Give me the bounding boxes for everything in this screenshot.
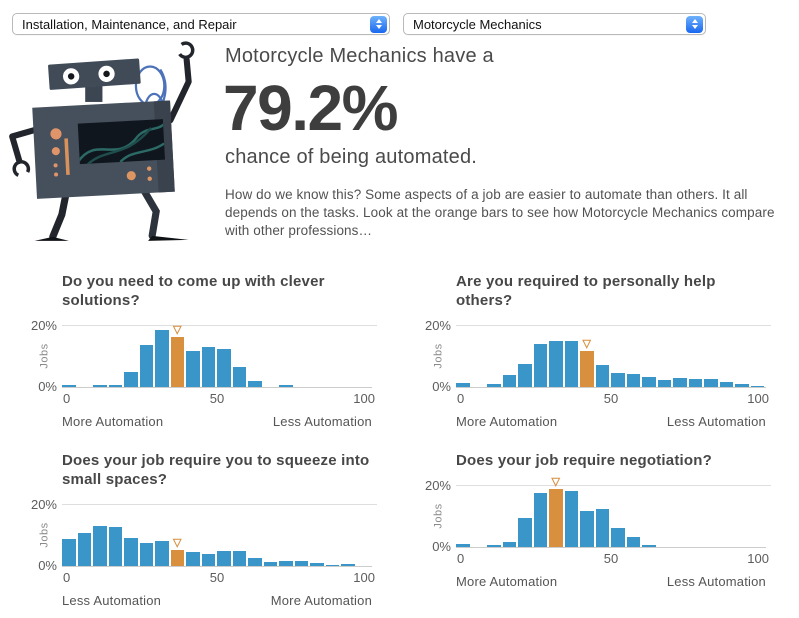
y-axis-label: Jobs (38, 522, 51, 548)
histogram-bar (720, 382, 734, 387)
x-axis-right-label: Less Automation (666, 414, 766, 430)
histogram-bar (704, 379, 718, 387)
x-tick-0: 0 (457, 551, 465, 567)
histogram-bar (109, 385, 123, 387)
histogram-plot (62, 504, 375, 609)
histogram-bar (248, 558, 262, 567)
histogram-bar (580, 351, 594, 387)
histogram-bar (78, 533, 92, 566)
hero-section (0, 37, 799, 250)
histogram-bar (565, 491, 579, 547)
histogram-bar (186, 552, 200, 566)
hero-heading-suffix: chance of being automated. (225, 146, 478, 168)
x-axis-left-label: More Automation (456, 414, 558, 430)
y-tick-0: 0% (432, 539, 451, 555)
histogram-bar (549, 341, 563, 388)
histogram-bar (518, 518, 532, 547)
chart-help-others (424, 272, 769, 430)
chart-clever-solutions (30, 272, 375, 430)
category-select[interactable] (12, 13, 390, 35)
x-tick-0: 0 (63, 391, 71, 407)
histogram-bar (611, 528, 625, 547)
histogram-bar (217, 551, 231, 566)
hero-heading-prefix: Motorcycle Mechanics have a (225, 45, 494, 67)
histogram-bar (751, 386, 765, 388)
select-stepper-icon (686, 16, 703, 33)
histogram-bar (456, 383, 470, 387)
histogram-bars (456, 325, 766, 388)
histogram-bar (503, 375, 517, 387)
histogram-bar (248, 381, 262, 388)
chart-title: Are you required to personally help others? (456, 273, 716, 310)
histogram-plot (456, 476, 769, 590)
y-axis (30, 497, 62, 574)
automation-percent: 79.2% (223, 72, 397, 144)
x-tick-100: 100 (353, 570, 375, 586)
x-tick-50: 50 (209, 391, 225, 407)
x-tick-100: 100 (747, 391, 769, 407)
histogram-bar (264, 562, 278, 566)
x-tick-0: 0 (63, 570, 71, 586)
highlight-marker-icon: ▽ (582, 338, 591, 351)
x-axis (62, 570, 375, 586)
y-axis (30, 318, 62, 395)
histogram-bar (233, 367, 247, 387)
x-tick-50: 50 (209, 570, 225, 586)
histogram-bar (109, 527, 123, 566)
select-stepper-icon (370, 16, 387, 33)
histogram-bar (534, 344, 548, 387)
histogram-bar (487, 545, 501, 547)
y-axis-label: Jobs (432, 343, 445, 369)
occupation-select[interactable] (403, 13, 706, 35)
histogram-bar (171, 550, 185, 566)
chart-negotiation (424, 451, 769, 590)
histogram-bar (565, 341, 579, 388)
x-axis-right-label: More Automation (270, 593, 372, 609)
histogram-bar (627, 537, 641, 547)
x-tick-50: 50 (603, 391, 619, 407)
histogram-bar (93, 385, 107, 387)
x-tick-100: 100 (747, 551, 769, 567)
histogram-bar (124, 372, 138, 387)
histogram-bar (341, 564, 355, 566)
charts-grid (30, 272, 799, 608)
x-axis-right-label: Less Automation (666, 574, 766, 590)
x-axis (62, 391, 375, 407)
occupation-select-value: Motorcycle Mechanics (413, 16, 542, 32)
histogram-bar (279, 561, 293, 566)
histogram-bar (456, 544, 470, 547)
y-tick-0: 0% (38, 379, 57, 395)
histogram-bars (456, 476, 766, 548)
histogram-bar (326, 565, 340, 567)
histogram-bar (487, 384, 501, 387)
histogram-bars (62, 325, 372, 388)
histogram-bar (580, 511, 594, 547)
y-axis-label: Jobs (432, 503, 445, 529)
histogram-bar (140, 345, 154, 387)
histogram-bar (627, 374, 641, 387)
y-tick-20: 20% (30, 497, 57, 513)
histogram-bars (62, 504, 372, 567)
x-tick-50: 50 (603, 551, 619, 567)
histogram-bar (124, 538, 138, 567)
y-tick-20: 20% (30, 318, 57, 334)
y-tick-20: 20% (424, 318, 451, 334)
histogram-bar (689, 379, 703, 387)
histogram-bar (310, 563, 324, 566)
histogram-bar (611, 373, 625, 387)
robot-icon (0, 37, 213, 245)
highlight-marker-icon: ▽ (173, 324, 182, 337)
histogram-bar (186, 351, 200, 387)
histogram-bar (596, 509, 610, 547)
histogram-bar (735, 384, 749, 387)
histogram-plot (62, 324, 375, 430)
chart-small-spaces (30, 451, 375, 609)
histogram-bar (217, 349, 231, 387)
x-axis (456, 391, 769, 407)
y-axis-label: Jobs (38, 343, 51, 369)
histogram-bar (202, 347, 216, 387)
histogram-bar (503, 542, 517, 547)
highlight-marker-icon: ▽ (551, 476, 560, 489)
x-axis-left-label: More Automation (62, 414, 164, 430)
histogram-bar (642, 377, 656, 387)
x-tick-100: 100 (353, 391, 375, 407)
histogram-bar (673, 378, 687, 387)
x-axis (456, 551, 769, 567)
histogram-plot (456, 325, 769, 430)
chart-title: Does your job require you to squeeze into small spaces? (62, 452, 370, 489)
x-tick-0: 0 (457, 391, 465, 407)
histogram-bar (642, 545, 656, 547)
chart-title: Do you need to come up with clever solutions? (62, 273, 325, 310)
robot-illustration (0, 37, 225, 250)
y-tick-20: 20% (424, 478, 451, 494)
y-tick-0: 0% (432, 379, 451, 395)
y-tick-0: 0% (38, 558, 57, 574)
y-axis (424, 318, 456, 395)
histogram-bar (62, 539, 76, 567)
x-axis-left-label: Less Automation (62, 593, 162, 609)
y-axis (424, 478, 456, 555)
histogram-bar (171, 337, 185, 387)
chart-title: Does your job require negotiation? (456, 452, 712, 470)
histogram-bar (233, 551, 247, 566)
histogram-bar (534, 493, 548, 547)
histogram-bar (658, 380, 672, 387)
histogram-bar (202, 554, 216, 566)
highlight-marker-icon: ▽ (173, 536, 182, 549)
histogram-bar (155, 541, 169, 566)
histogram-bar (62, 385, 76, 387)
histogram-bar (596, 365, 610, 387)
filter-bar (0, 0, 799, 35)
histogram-bar (295, 561, 309, 566)
histogram-bar (549, 489, 563, 547)
histogram-bar (140, 543, 154, 566)
x-axis-right-label: Less Automation (272, 414, 372, 430)
histogram-bar (279, 385, 293, 387)
hero-description: How do we know this? Some aspects of a job are easier to automate than others. It all depends on the tasks. Look at the orange bars to see how Motorcycle Mechanics compare with other professions… (225, 187, 775, 238)
category-select-value: Installation, Maintenance, and Repair (22, 16, 237, 32)
histogram-bar (518, 364, 532, 387)
histogram-bar (93, 526, 107, 567)
histogram-bar (155, 330, 169, 387)
x-axis-left-label: More Automation (456, 574, 558, 590)
